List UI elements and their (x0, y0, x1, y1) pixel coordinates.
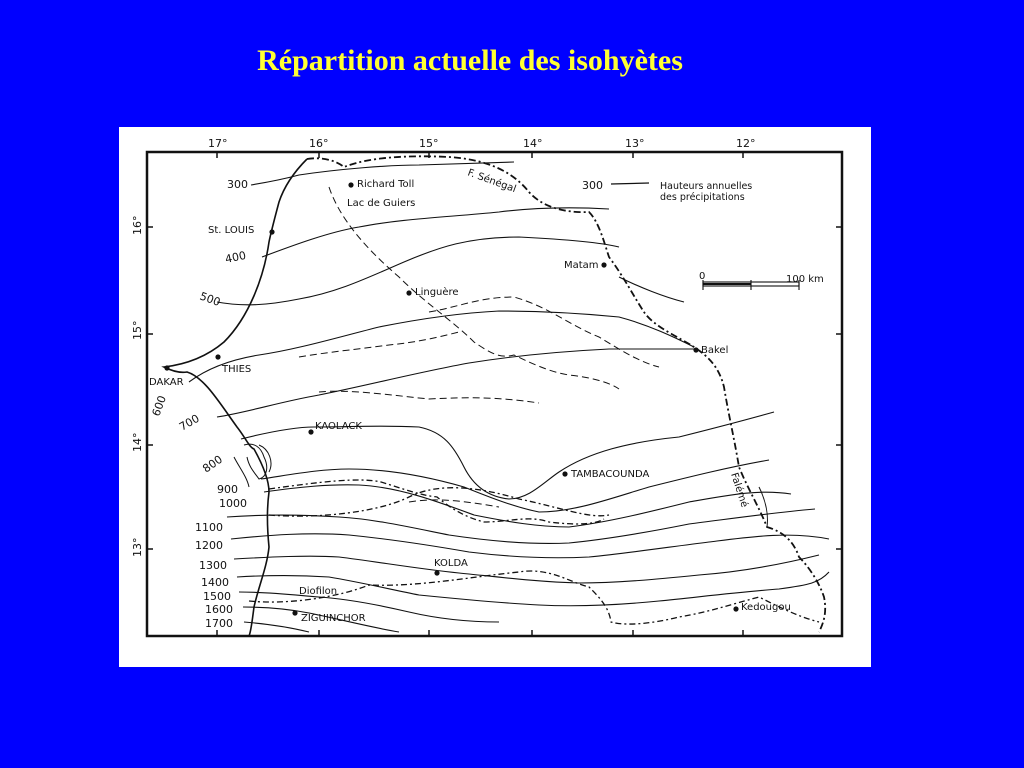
map-svg (119, 127, 871, 667)
isohyet-label-1500: 1500 (203, 590, 231, 603)
isohyet-label-500: 500 (197, 289, 223, 310)
isohyet-label-1700: 1700 (205, 617, 233, 630)
city-dot-st-louis (269, 229, 274, 234)
isohyet-label-1100: 1100 (195, 521, 223, 534)
lat-label-14: 14° (131, 432, 144, 452)
isohyet-label-1400: 1400 (201, 576, 229, 589)
legend (582, 179, 752, 203)
isohyet-label-700: 700 (177, 411, 202, 434)
isohyet-500b (619, 277, 684, 302)
city-label-dakar: DAKAR (149, 377, 184, 388)
isohyet-1700 (244, 622, 309, 632)
lon-label-15: 15° (419, 137, 439, 150)
isohyet-700 (217, 349, 697, 417)
isohyet-label-400: 400 (223, 248, 248, 266)
isohyet-map (119, 127, 871, 667)
isohyet-lines (189, 162, 829, 632)
lon-label-17: 17° (208, 137, 228, 150)
lon-label-16: 16° (309, 137, 329, 150)
city-dot-thies (215, 354, 220, 359)
scale-start-label: 0 (699, 271, 706, 282)
city-dot-kedougou (733, 606, 738, 611)
legend-text-line1: Hauteurs annuelles (660, 181, 753, 192)
city-dot-kaolack (308, 429, 313, 434)
city-label-lac-de-guiers: Lac de Guiers (347, 198, 416, 209)
legend-value: 300 (582, 179, 603, 192)
isohyet-900 (261, 460, 769, 512)
isohyet-600 (189, 311, 694, 382)
legend-text-line2: des précipitations (660, 192, 745, 203)
city-dot-dakar (164, 365, 169, 370)
faleme-river (759, 487, 767, 527)
city-dot-ziguinchor (292, 610, 297, 615)
isohyet-label-1600: 1600 (205, 603, 233, 616)
isohyet-label-600: 600 (149, 393, 170, 419)
city-label-ziguinchor: ZIGUINCHOR (301, 613, 366, 624)
isohyet-label-300: 300 (227, 178, 248, 191)
city-label-kolda: KOLDA (434, 558, 468, 569)
isohyet-label-1300: 1300 (199, 559, 227, 572)
city-label-diofilon: Diofilon (299, 586, 338, 597)
city-dots (164, 182, 738, 615)
lon-label-13: 13° (625, 137, 645, 150)
scale-bar (699, 271, 824, 290)
isohyet-label-800: 800 (200, 452, 225, 476)
saloum-delta (234, 444, 271, 487)
ferlo-valley (299, 187, 659, 507)
city-dot-richard-toll (348, 182, 353, 187)
isohyet-1100 (227, 509, 815, 544)
city-label-st-louis: St. LOUIS (208, 225, 255, 236)
river-label-senegal: F. Sénégal (465, 167, 518, 196)
city-dot-matam (601, 262, 606, 267)
slide-title: Répartition actuelle des isohyètes (257, 44, 683, 77)
lat-label-13: 13° (131, 537, 144, 557)
lat-label-15: 15° (131, 320, 144, 340)
isohyet-label-900: 900 (217, 483, 238, 496)
isohyet-label-1200: 1200 (195, 539, 223, 552)
city-labels (149, 179, 791, 624)
lon-label-14: 14° (523, 137, 543, 150)
city-dot-tambacounda (562, 471, 567, 476)
isohyet-1300 (234, 555, 819, 583)
city-dot-linguere (406, 290, 411, 295)
isohyet-labels (150, 178, 248, 630)
scale-end-label: 100 km (786, 274, 824, 285)
city-dot-bakel (693, 347, 698, 352)
city-label-bakel: Bakel (701, 345, 729, 356)
isohyet-1200 (231, 534, 829, 558)
lon-label-12: 12° (736, 137, 756, 150)
city-label-thies: THIES (222, 364, 252, 375)
city-label-tambacounda: TAMBACOUNDA (571, 469, 650, 480)
isohyet-label-1000: 1000 (219, 497, 247, 510)
isohyet-1500 (239, 592, 499, 622)
city-label-linguere: Linguère (415, 287, 459, 298)
city-label-kedougou: Kedougou (741, 602, 791, 613)
city-dot-kolda (434, 570, 439, 575)
city-label-kaolack: KAOLACK (315, 421, 362, 432)
city-label-matam: Matam (564, 260, 599, 271)
river-label-faleme: Falémé (728, 471, 750, 509)
legend-line (611, 183, 649, 184)
lat-label-16: 16° (131, 215, 144, 235)
city-label-richard-toll: Richard Toll (357, 179, 415, 190)
